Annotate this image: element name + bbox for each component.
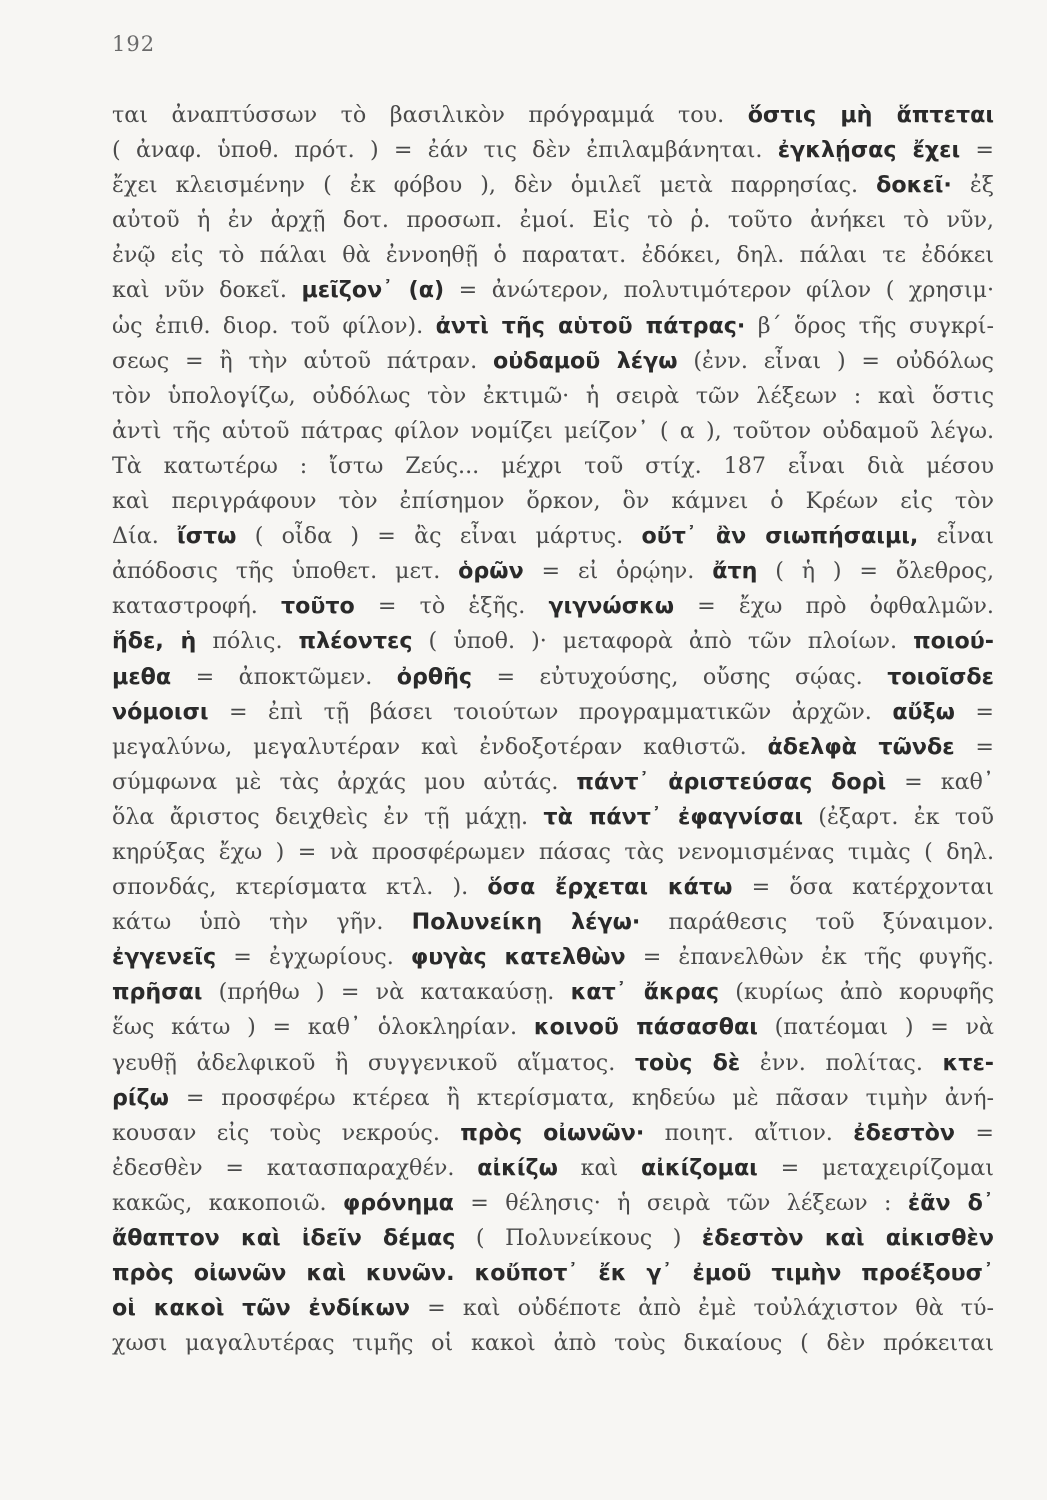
lemma-term: ἐᾶν δ᾽ — [907, 1189, 994, 1216]
text-line — [112, 975, 994, 1010]
text-line — [112, 203, 994, 238]
lemma-term: αἰκίζω — [477, 1154, 558, 1181]
gloss-text: ἐξ — [951, 172, 994, 199]
gloss-text: κάτω ὑπὸ τὴν γῆν. — [112, 909, 412, 936]
lemma-term: πρὸς οἰωνῶν· — [460, 1119, 645, 1146]
text-line — [112, 379, 994, 414]
lemma-term: αὔξω — [892, 698, 955, 725]
lemma-term: ἐδεστὸν — [853, 1119, 955, 1146]
gloss-text: = τὸ ἑξῆς. — [354, 593, 549, 620]
text-line — [112, 344, 994, 379]
gloss-text: ( ὑποθ. )· μεταφορὰ ἀπὸ τῶν πλοίων. — [412, 628, 914, 655]
gloss-text: (ἐξαρτ. ἐκ τοῦ — [802, 803, 994, 830]
gloss-text: ποιητ. αἴτιον. — [644, 1119, 854, 1146]
gloss-text: ται ἀναπτύσσων τὸ βασιλικὸν πρόγραμμά του. — [112, 102, 748, 128]
text-line — [112, 1186, 994, 1221]
gloss-text: καὶ — [557, 1154, 641, 1181]
lemma-term: φυγὰς κατελθὼν — [410, 944, 626, 971]
gloss-text: = — [960, 137, 994, 164]
lemma-term: ὅστις μὴ ἅπτεται — [747, 102, 994, 128]
text-line — [112, 589, 994, 624]
gloss-text: κακῶς, κακοποιῶ. — [112, 1189, 343, 1216]
gloss-text: (κυρίως ἀπὸ κορυφῆς — [719, 979, 994, 1006]
lemma-term: μεῖζον᾽ (α) — [301, 277, 445, 304]
lemma-term: κατ᾽ ἄκρας — [570, 979, 720, 1006]
lemma-term: ὁρῶν — [458, 558, 524, 585]
gloss-text: = ἐπανελθὼν ἐκ τῆς φυγῆς. — [625, 944, 994, 971]
gloss-text: σεως = ἢ τὴν αὑτοῦ πάτραν. — [112, 347, 493, 374]
text-line — [112, 309, 994, 344]
lemma-term: νόμοισι — [112, 698, 209, 725]
lemma-term: αἰκίζομαι — [640, 1154, 758, 1181]
text-line — [112, 1151, 994, 1186]
gloss-text: πόλις. — [196, 628, 299, 655]
lemma-term: τοὺς δὲ — [634, 1049, 741, 1076]
lemma-term: ποιού- — [913, 628, 994, 655]
text-line — [112, 1221, 994, 1256]
lemma-term: οὔτ᾽ ἂν σιωπήσαιμι, — [641, 523, 919, 550]
gloss-text: = εὐτυχούσης, οὔσης σῴας. — [472, 663, 888, 690]
gloss-text: Δία. — [112, 523, 178, 550]
lemma-term: ἄτη — [712, 558, 758, 585]
gloss-text: = προσφέρω κτέρεα ἢ κτερίσματα, κηδεύω μὲ πᾶσαν τιμὴν ἀνή- — [168, 1084, 994, 1111]
gloss-text: εἶναι — [918, 523, 994, 550]
page-number: 192 — [112, 32, 156, 56]
gloss-text: κηρύξας ἔχω ) = νὰ προσφέρωμεν πάσας τὰς νενομισμένας τιμὰς ( δηλ. — [112, 838, 994, 865]
gloss-text: μεγαλύνω, μεγαλυτέραν καὶ ἐνδοξοτέραν καθιστῶ. — [112, 733, 768, 760]
lemma-term: πλέοντες — [298, 628, 413, 655]
text-line — [112, 133, 994, 168]
lemma-term: ἥδε, ἡ — [112, 628, 197, 655]
text-line — [112, 730, 994, 765]
text-line — [112, 870, 994, 905]
gloss-text: β΄ ὅρος τῆς συγκρί- — [745, 312, 994, 339]
lemma-term: ὀρθῆς — [396, 663, 473, 690]
lemma-term: ἴστω — [177, 523, 237, 550]
gloss-text: ἀπόδοσις τῆς ὑποθετ. μετ. — [112, 558, 459, 585]
gloss-text: = ἀνώτερον, πολυτιμότερον φίλον ( χρησιμ· — [444, 277, 994, 304]
lemma-term: δοκεῖ· — [876, 172, 952, 199]
lemma-term: ἄθαπτον καὶ ἰδεῖν δέμας — [112, 1225, 456, 1251]
gloss-text: ἔχει κλεισμένην ( ἐκ φόβου ), δὲν ὁμιλεῖ μετὰ παρρησίας. — [112, 172, 877, 199]
lemma-term: Πολυνείκη λέγω· — [411, 909, 641, 936]
lemma-term: γιγνώσκω — [548, 593, 675, 620]
gloss-text: = εἰ ὁρῴην. — [523, 558, 713, 585]
gloss-text: κουσαν εἰς τοὺς νεκρούς. — [112, 1119, 461, 1146]
gloss-text: = ἀποκτῶμεν. — [171, 663, 397, 690]
lemma-term: ἐγκλῄσας ἔχει — [777, 137, 961, 164]
gloss-text: ἀντὶ τῆς αὑτοῦ πάτρας φίλον νομίζει μείζον᾽ ( α ), τοῦτον οὐδαμοῦ λέγω. — [112, 417, 994, 444]
text-line — [112, 835, 994, 870]
lemma-term: μεθα — [112, 663, 172, 690]
text-line — [112, 554, 994, 589]
lemma-term: ὅσα ἔρχεται κάτω — [487, 874, 733, 901]
gloss-text: = ἔχω πρὸ ὀφθαλμῶν. — [674, 593, 994, 620]
gloss-text: ( ἀναφ. ὑποθ. πρότ. ) = ἐάν τις δὲν ἐπιλαμβάνηται. — [112, 137, 778, 164]
lemma-term: κτε- — [942, 1049, 994, 1076]
text-line — [112, 449, 994, 484]
gloss-text: αὐτοῦ ἡ ἐν ἀρχῇ δοτ. προσωπ. ἐμοί. Εἰς τὸ ῥ. τοῦτο ἀνήκει τὸ νῦν, — [112, 207, 994, 234]
text-line — [112, 98, 994, 133]
text-line — [112, 1291, 994, 1326]
gloss-text: = — [954, 733, 994, 760]
text-line — [112, 1116, 994, 1151]
gloss-text: (πρήθω ) = νὰ κατακαύσῃ. — [202, 979, 571, 1006]
gloss-text: ( Πολυνείκους ) — [455, 1225, 702, 1251]
gloss-text: ὡς ἐπιθ. διορ. τοῦ φίλον). — [112, 312, 436, 339]
gloss-text: Τὰ κατωτέρω : ἴστω Ζεύς... μέχρι τοῦ στίχ. 187 εἶναι διὰ μέσου — [112, 452, 994, 479]
lemma-term: ἐδεστὸν καὶ αἰκισθὲν — [701, 1225, 994, 1251]
gloss-text: ( ἡ ) = ὄλεθρος, — [757, 558, 994, 585]
text-line — [112, 1326, 994, 1361]
gloss-text: = θέλησις· ἡ σειρὰ τῶν λέξεων : — [453, 1189, 908, 1216]
text-line — [112, 905, 994, 940]
gloss-text: ἐνῷ εἰς τὸ πάλαι θὰ ἐννοηθῇ ὁ παρατατ. ἐδόκει, δηλ. πάλαι τε ἐδόκει — [112, 242, 994, 269]
text-line — [112, 519, 994, 554]
lemma-term: τοιοῖσδε — [887, 663, 994, 690]
gloss-text: παράθεσις τοῦ ξύναιμον. — [640, 909, 994, 936]
lemma-term: οὐδαμοῦ λέγω — [493, 347, 678, 374]
lemma-term: κοινοῦ πάσασθαι — [533, 1014, 758, 1041]
text-line — [112, 168, 994, 203]
lemma-term: πάντ᾽ ἀριστεύσας δορὶ — [576, 768, 887, 795]
gloss-text: = καὶ οὐδέποτε ἀπὸ ἐμὲ τοὐλάχιστον θὰ τύ- — [410, 1295, 994, 1322]
gloss-text: (πατέομαι ) = νὰ — [757, 1014, 994, 1041]
lemma-term: πρὸς οἰωνῶν καὶ κυνῶν. κοὔποτ᾽ ἔκ γ᾽ ἐμοῦ τιμὴν προέξουσ᾽ — [112, 1260, 994, 1287]
gloss-text: = καθ᾽ — [886, 768, 994, 795]
text-line — [112, 1256, 994, 1291]
gloss-text: σπονδάς, κτερίσματα κτλ. ). — [112, 874, 488, 901]
lemma-term: οἱ κακοὶ τῶν ἐνδίκων — [112, 1295, 411, 1322]
text-line — [112, 800, 994, 835]
lemma-term: ρίζω — [112, 1084, 169, 1111]
gloss-text: = ἐπὶ τῇ βάσει τοιούτων προγραμματικῶν ἀρχῶν. — [208, 698, 893, 725]
gloss-text: = μεταχειρίζομαι — [757, 1154, 994, 1181]
gloss-text: = — [954, 698, 994, 725]
lemma-term: ἀντὶ τῆς αὑτοῦ πάτρας· — [435, 312, 746, 339]
gloss-text: = ὅσα κατέρχονται — [732, 874, 994, 901]
gloss-text: γευθῇ ἀδελφικοῦ ἢ συγγενικοῦ αἵματος. — [112, 1049, 635, 1076]
text-line — [112, 1081, 994, 1116]
text-line — [112, 484, 994, 519]
gloss-text: ( οἶδα ) = ἂς εἶναι μάρτυς. — [236, 523, 642, 550]
lemma-term: τοῦτο — [280, 593, 355, 620]
lemma-term: ἐγγενεῖς — [112, 944, 217, 971]
commentary-text — [112, 98, 994, 1361]
gloss-text: ἕως κάτω ) = καθ᾽ ὁλοκληρίαν. — [112, 1014, 534, 1041]
text-line — [112, 273, 994, 308]
gloss-text: ἐνν. πολίτας. — [740, 1049, 943, 1076]
gloss-text: σύμφωνα μὲ τὰς ἀρχάς μου αὐτάς. — [112, 768, 577, 795]
text-line — [112, 1046, 994, 1081]
text-line — [112, 1010, 994, 1045]
gloss-text: χωσι μαγαλυτέρας τιμῆς οἱ κακοὶ ἀπὸ τοὺς δικαίους ( δὲν πρόκειται — [112, 1330, 994, 1357]
text-line — [112, 660, 994, 695]
text-line — [112, 414, 994, 449]
gloss-text: = — [955, 1119, 994, 1146]
lemma-term: φρόνημα — [342, 1189, 454, 1216]
gloss-text: καὶ νῦν δοκεῖ. — [112, 277, 302, 304]
text-line — [112, 695, 994, 730]
lemma-term: τὰ πάντ᾽ ἐφαγνίσαι — [543, 803, 803, 830]
text-line — [112, 940, 994, 975]
gloss-text: τὸν ὑπολογίζω, οὐδόλως τὸν ἐκτιμῶ· ἡ σειρὰ τῶν λέξεων : καὶ ὅστις — [112, 382, 994, 409]
gloss-text: καταστροφή. — [112, 593, 281, 620]
lemma-term: πρῆσαι — [112, 979, 203, 1006]
gloss-text: ὅλα ἄριστος δειχθεὶς ἐν τῇ μάχῃ. — [112, 803, 544, 830]
text-line — [112, 624, 994, 659]
gloss-text: = ἐγχωρίους. — [216, 944, 411, 971]
gloss-text: ἐδεσθὲν = κατασπαραχθέν. — [112, 1154, 478, 1181]
gloss-text: (ἐνν. εἶναι ) = οὐδόλως — [677, 347, 994, 374]
text-line — [112, 765, 994, 800]
gloss-text: καὶ περιγράφουν τὸν ἐπίσημον ὅρκον, ὃν κάμνει ὁ Κρέων εἰς τὸν — [112, 488, 994, 515]
text-line — [112, 238, 994, 273]
lemma-term: ἀδελφὰ τῶνδε — [767, 733, 955, 760]
